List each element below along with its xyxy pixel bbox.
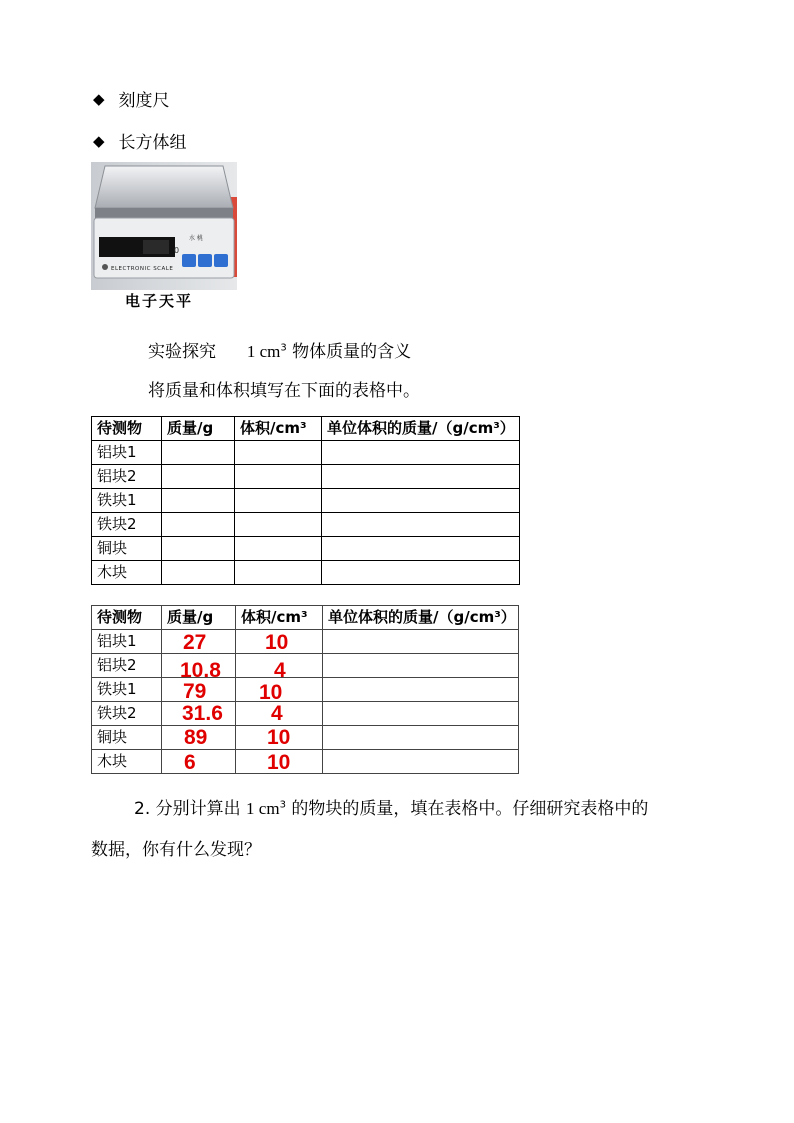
question-suffix: 的物块的质量，填在表格中。仔细研究表格中的 xyxy=(291,799,649,819)
row-label: 木块 xyxy=(92,750,162,774)
mass-value: 89 xyxy=(184,726,208,749)
row-label: 木块 xyxy=(92,561,162,585)
image-caption: 电子天平 xyxy=(125,292,194,310)
table-row xyxy=(92,630,519,654)
volume-value: 10 xyxy=(267,751,291,774)
list-item-label: 长方体组 xyxy=(118,133,187,153)
header-density: 单位体积的质量/（g/cm³） xyxy=(322,417,520,441)
experiment-title-value: 1 cm xyxy=(246,342,281,361)
mass-value: 31.6 xyxy=(182,702,223,725)
question-line-2: 数据，你有什么发现？ xyxy=(91,840,261,860)
row-label: 铝块2 xyxy=(92,465,162,489)
experiment-title-prefix: 实验探究 xyxy=(148,342,216,362)
row-label: 铝块2 xyxy=(92,654,162,678)
superscript-3: 3 xyxy=(280,342,287,354)
table-header-row xyxy=(92,417,520,441)
row-label: 铁块1 xyxy=(92,678,162,702)
experiment-instruction: 将质量和体积填写在下面的表格中。 xyxy=(148,381,420,401)
scale-brand-line: ELECTRONIC SCALE xyxy=(111,266,174,272)
question-prefix: 2. 分别计算出 xyxy=(134,799,241,819)
row-label: 铁块2 xyxy=(92,702,162,726)
mass-value: 6 xyxy=(184,751,196,774)
table-row xyxy=(92,702,519,726)
volume-value: 10 xyxy=(267,726,291,749)
table-row xyxy=(92,465,520,489)
mass-value: 10.8 xyxy=(180,659,221,682)
volume-value: 4 xyxy=(274,659,286,682)
table-row xyxy=(92,537,520,561)
table-row xyxy=(92,441,520,465)
scale-display-zero: 0 xyxy=(174,246,180,255)
header-mass: 质量/g xyxy=(162,606,236,630)
header-mass: 质量/g xyxy=(162,417,235,441)
table-row xyxy=(92,561,520,585)
table-row xyxy=(92,489,520,513)
mass-value: 79 xyxy=(183,680,207,703)
question-line-1 xyxy=(134,794,648,819)
row-label: 铁块1 xyxy=(92,489,162,513)
row-label: 铝块1 xyxy=(92,630,162,654)
scale-logo-text: 水 桃 xyxy=(189,235,203,242)
list-item-ruler xyxy=(93,86,170,111)
table-row xyxy=(92,654,519,678)
mass-value: 27 xyxy=(183,631,207,654)
header-density: 单位体积的质量/（g/cm³） xyxy=(323,606,519,630)
table-header-row xyxy=(92,606,519,630)
table-row xyxy=(92,726,519,750)
row-label: 铜块 xyxy=(92,726,162,750)
list-item-cuboids xyxy=(93,128,187,153)
row-label: 铁块2 xyxy=(92,513,162,537)
measurement-table-empty xyxy=(91,416,520,585)
header-object: 待测物 xyxy=(92,606,162,630)
experiment-title xyxy=(148,337,411,362)
experiment-title-suffix: 物体质量的含义 xyxy=(292,342,412,362)
row-label: 铜块 xyxy=(92,537,162,561)
header-volume: 体积/cm³ xyxy=(235,417,322,441)
table-row xyxy=(92,678,519,702)
measurement-table-filled xyxy=(91,605,519,774)
volume-value: 10 xyxy=(259,681,283,704)
superscript-3: 3 xyxy=(279,799,286,811)
list-item-label: 刻度尺 xyxy=(118,91,170,111)
diamond-bullet-icon: ◆ xyxy=(93,131,105,150)
header-volume: 体积/cm³ xyxy=(236,606,323,630)
table-row xyxy=(92,513,520,537)
volume-value: 10 xyxy=(265,631,289,654)
electronic-scale-image xyxy=(91,162,237,290)
question-value: 1 cm xyxy=(246,799,280,818)
table-row xyxy=(92,750,519,774)
volume-value: 4 xyxy=(271,702,283,725)
row-label: 铝块1 xyxy=(92,441,162,465)
header-object: 待测物 xyxy=(92,417,162,441)
diamond-bullet-icon: ◆ xyxy=(93,89,105,108)
